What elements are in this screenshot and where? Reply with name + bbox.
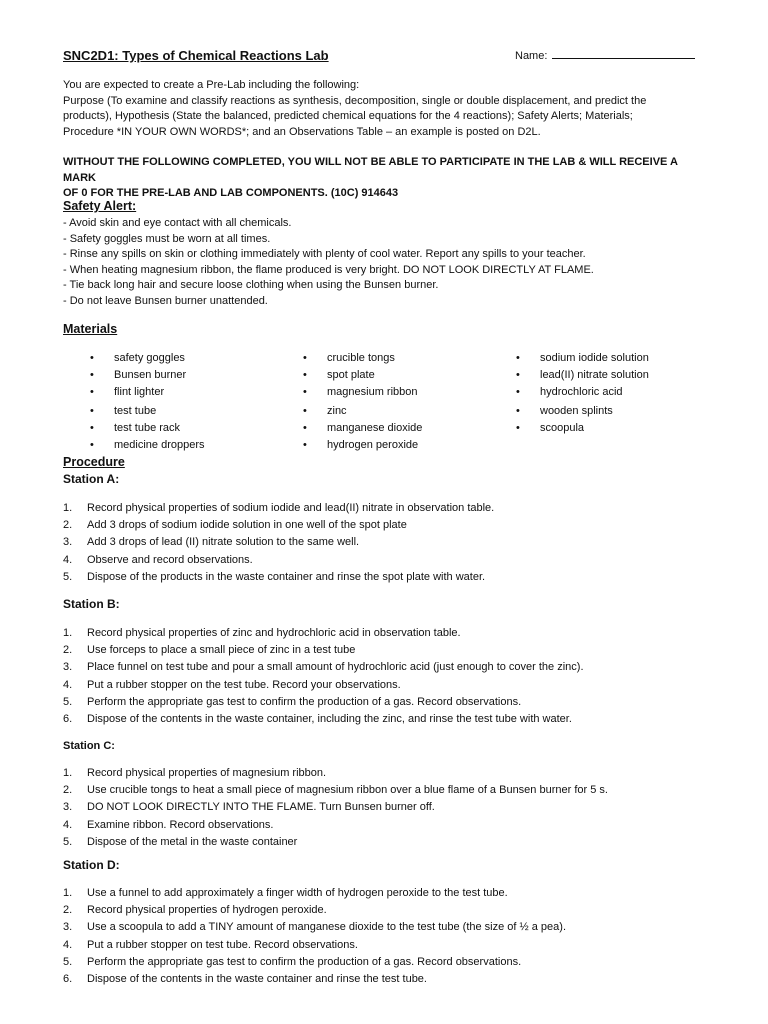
bullet-icon: • (303, 405, 307, 417)
procedure-step: 3. Use a scoopula to add a TINY amount of manganese dioxide to the test tube (the size of ½ a pea). (63, 921, 567, 934)
procedure-step: 1. Record physical properties of sodium iodide and lead(II) nitrate in observation table. (63, 502, 495, 514)
station-a-heading: Station A: (63, 472, 120, 486)
intro-paragraph (63, 78, 693, 140)
bullet-icon: • (303, 386, 307, 398)
procedure-step: 6. Dispose of the contents in the waste container and rinse the test tube. (63, 972, 427, 985)
bullet-icon: • (90, 422, 94, 434)
warning-line: WITHOUT THE FOLLOWING COMPLETED, YOU WILL NOT BE ABLE TO PARTICIPATE IN THE LAB & WILL RECEIVE A MARK (63, 156, 678, 184)
procedure-step: 1. Record physical properties of magnesium ribbon. (63, 767, 327, 779)
procedure-step: 5. Dispose of the metal in the waste container (63, 835, 298, 848)
bullet-icon: • (516, 369, 520, 381)
procedure-step: 5. Perform the appropriate gas test to confirm the production of a gas. Record observations. (63, 955, 522, 968)
document-title: SNC2D1: Types of Chemical Reactions Lab (63, 48, 329, 63)
safety-item: - Rinse any spills on skin or clothing immediately with plenty of cool water. Report any spills to your teacher. (63, 248, 586, 261)
procedure-step: 4. Examine ribbon. Record observations. (63, 818, 274, 831)
station-b-heading: Station B: (63, 597, 120, 611)
station-c-steps (63, 766, 683, 852)
safety-item: - When heating magnesium ribbon, the flame produced is very bright. DO NOT LOOK DIRECTLY AT FLAME. (63, 263, 594, 276)
procedure-step: 1. Use a funnel to add approximately a finger width of hydrogen peroxide to the test tube. (63, 887, 508, 899)
intro-line: products), Hypothesis (State the balanced, predicted chemical equations for the 4 reactions); Safety Alerts; Materials; (63, 110, 633, 123)
procedure-step: 5. Dispose of the products in the waste container and rinse the spot plate with water. (63, 570, 486, 583)
station-d-heading: Station D: (63, 858, 120, 872)
intro-line: Procedure *IN YOUR OWN WORDS*; and an Observations Table – an example is posted on D2L. (63, 125, 541, 138)
name-label: Name: (515, 50, 551, 62)
safety-item: - Do not leave Bunsen burner unattended. (63, 294, 268, 307)
station-d-steps (63, 886, 683, 989)
procedure-step: 6. Dispose of the contents in the waste container, including the zinc, and rinse the test tube with water. (63, 712, 572, 725)
safety-list (63, 216, 683, 310)
procedure-step: 5. Perform the appropriate gas test to confirm the production of a gas. Record observations. (63, 695, 522, 708)
station-a-steps (63, 501, 683, 587)
station-c-heading: Station C: (63, 740, 115, 752)
bullet-icon: • (303, 439, 307, 451)
safety-item: - Avoid skin and eye contact with all chemicals. (63, 217, 292, 229)
intro-line: You are expected to create a Pre-Lab including the following: (63, 79, 360, 91)
procedure-step: 4. Observe and record observations. (63, 553, 253, 566)
procedure-step: 3. Place funnel on test tube and pour a small amount of hydrochloric acid (just enough to cover the zinc). (63, 661, 584, 674)
safety-item: - Safety goggles must be worn at all times. (63, 232, 271, 245)
bullet-icon: • (516, 386, 520, 398)
materials-heading: Materials (63, 322, 118, 336)
bullet-icon: • (303, 352, 307, 364)
warning-paragraph (63, 155, 693, 202)
procedure-step: 1. Record physical properties of zinc and hydrochloric acid in observation table. (63, 627, 461, 639)
station-b-steps (63, 626, 683, 729)
procedure-step: 2. Use forceps to place a small piece of zinc in a test tube (63, 644, 356, 657)
procedure-step: 4. Put a rubber stopper on test tube. Record observations. (63, 938, 358, 951)
bullet-icon: • (303, 422, 307, 434)
name-blank-line (552, 48, 695, 59)
warning-line: OF 0 FOR THE PRE-LAB AND LAB COMPONENTS. (10C) 914643 (63, 187, 399, 200)
bullet-icon: • (90, 369, 94, 381)
bullet-icon: • (90, 352, 94, 364)
procedure-step: 3. DO NOT LOOK DIRECTLY INTO THE FLAME. Turn Bunsen burner off. (63, 801, 435, 814)
bullet-icon: • (90, 386, 94, 398)
bullet-icon: • (303, 369, 307, 381)
bullet-icon: • (90, 439, 94, 451)
bullet-icon: • (90, 405, 94, 417)
name-field (515, 48, 695, 65)
safety-heading: Safety Alert: (63, 199, 137, 213)
bullet-icon: • (516, 422, 520, 434)
procedure-heading: Procedure (63, 455, 125, 469)
procedure-step: 3. Add 3 drops of lead (II) nitrate solution to the same well. (63, 536, 360, 549)
bullet-icon: • (516, 352, 520, 364)
safety-item: - Tie back long hair and secure loose clothing when using the Bunsen burner. (63, 279, 439, 292)
bullet-icon: • (516, 405, 520, 417)
procedure-step: 4. Put a rubber stopper on the test tube. Record your observations. (63, 678, 401, 691)
procedure-step: 2. Use crucible tongs to heat a small piece of magnesium ribbon over a blue flame of a Bunsen burner for 5 s. (63, 784, 608, 797)
procedure-step: 2. Record physical properties of hydrogen peroxide. (63, 904, 327, 917)
intro-line: Purpose (To examine and classify reactions as synthesis, decomposition, single or double displacement, and predict the (63, 94, 647, 107)
procedure-step: 2. Add 3 drops of sodium iodide solution in one well of the spot plate (63, 519, 407, 532)
